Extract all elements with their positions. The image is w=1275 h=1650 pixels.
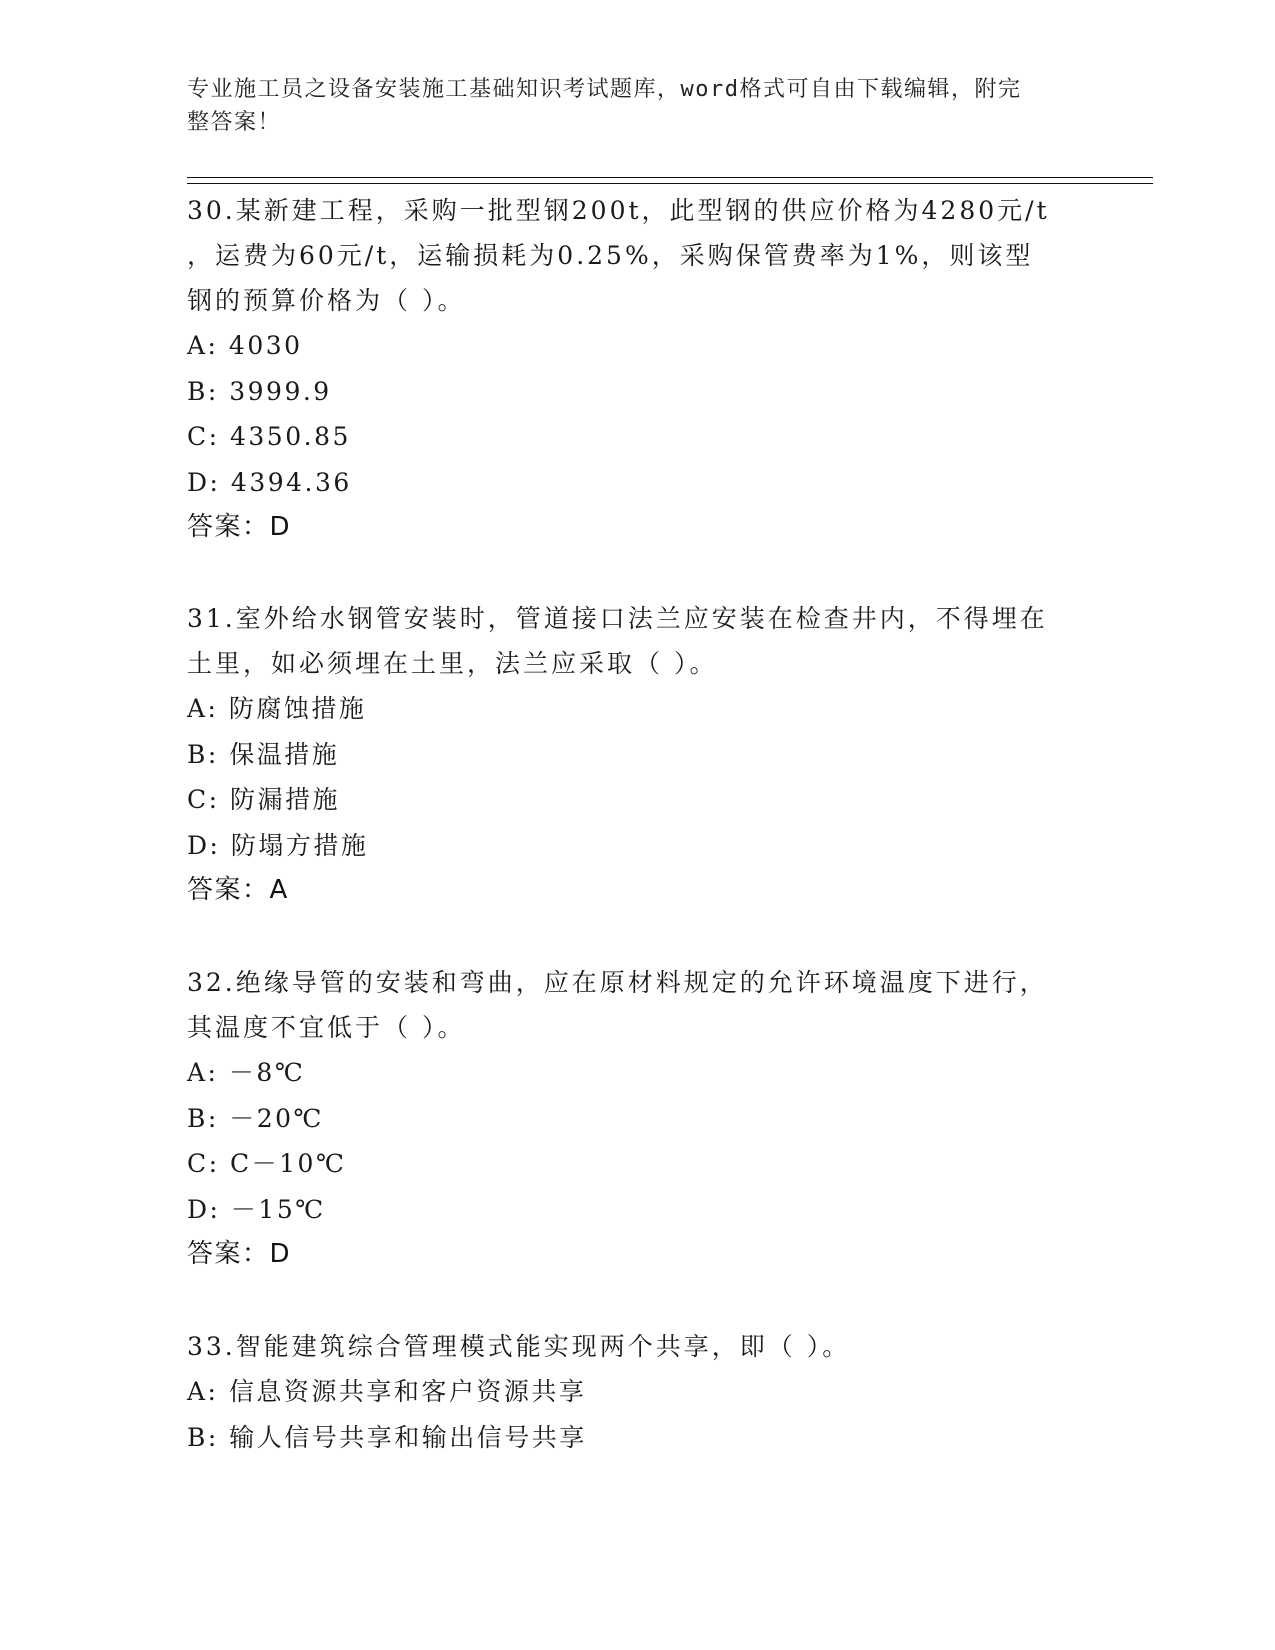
question-stem-line: 钢的预算价格为（ ）。: [187, 286, 466, 315]
option-c: C: 防漏措施: [187, 785, 340, 814]
option-a: A: 信息资源共享和客户资源共享: [187, 1377, 587, 1406]
header-line-1: 专业施工员之设备安装施工基础知识考试题库，word格式可自由下载编辑，附完: [187, 77, 1022, 102]
option-a: A: 4030: [187, 331, 303, 360]
question-stem-line: 33.智能建筑综合管理模式能实现两个共享，即（ ）。: [187, 1332, 851, 1361]
answer-line: 答案：A: [187, 875, 289, 905]
answer-line: 答案：D: [187, 1239, 292, 1269]
question-31: [187, 596, 1087, 913]
question-33: [187, 1324, 1087, 1460]
question-stem-line: 其温度不宜低于（ ）。: [187, 1013, 466, 1042]
option-b: B: 保温措施: [187, 739, 340, 769]
question-32: [187, 960, 1087, 1277]
question-stem-line: 30.某新建工程，采购一批型钢200t，此型钢的供应价格为4280元/t: [187, 196, 1050, 225]
option-c: C: 4350.85: [187, 422, 351, 451]
header-divider-bottom: [187, 183, 1153, 184]
option-d: D: －15℃: [187, 1194, 326, 1224]
question-30: [187, 188, 1087, 550]
question-stem-line: 土里，如必须埋在土里，法兰应采取（ ）。: [187, 649, 718, 678]
option-d: D: 4394.36: [187, 467, 352, 497]
option-a: A: 防腐蚀措施: [187, 694, 367, 723]
option-b: B: 3999.9: [187, 376, 332, 406]
option-d: D: 防塌方措施: [187, 830, 369, 860]
document-header: [187, 73, 1067, 139]
option-b: B: 输人信号共享和输出信号共享: [187, 1422, 587, 1452]
question-stem-line: 32.绝缘导管的安装和弯曲，应在原材料规定的允许环境温度下进行，: [187, 968, 1048, 997]
header-divider-top: [187, 177, 1153, 178]
question-stem-line: ，运费为60元/t，运输损耗为0.25%，采购保管费率为1%，则该型: [187, 241, 1034, 270]
question-stem-line: 31.室外给水钢管安装时，管道接口法兰应安装在检查井内，不得埋在: [187, 604, 1048, 633]
option-c: C: C－10℃: [187, 1149, 347, 1178]
answer-line: 答案：D: [187, 512, 292, 542]
header-line-2: 整答案！: [187, 110, 282, 135]
option-b: B: －20℃: [187, 1103, 325, 1133]
option-a: A: －8℃: [187, 1058, 306, 1087]
